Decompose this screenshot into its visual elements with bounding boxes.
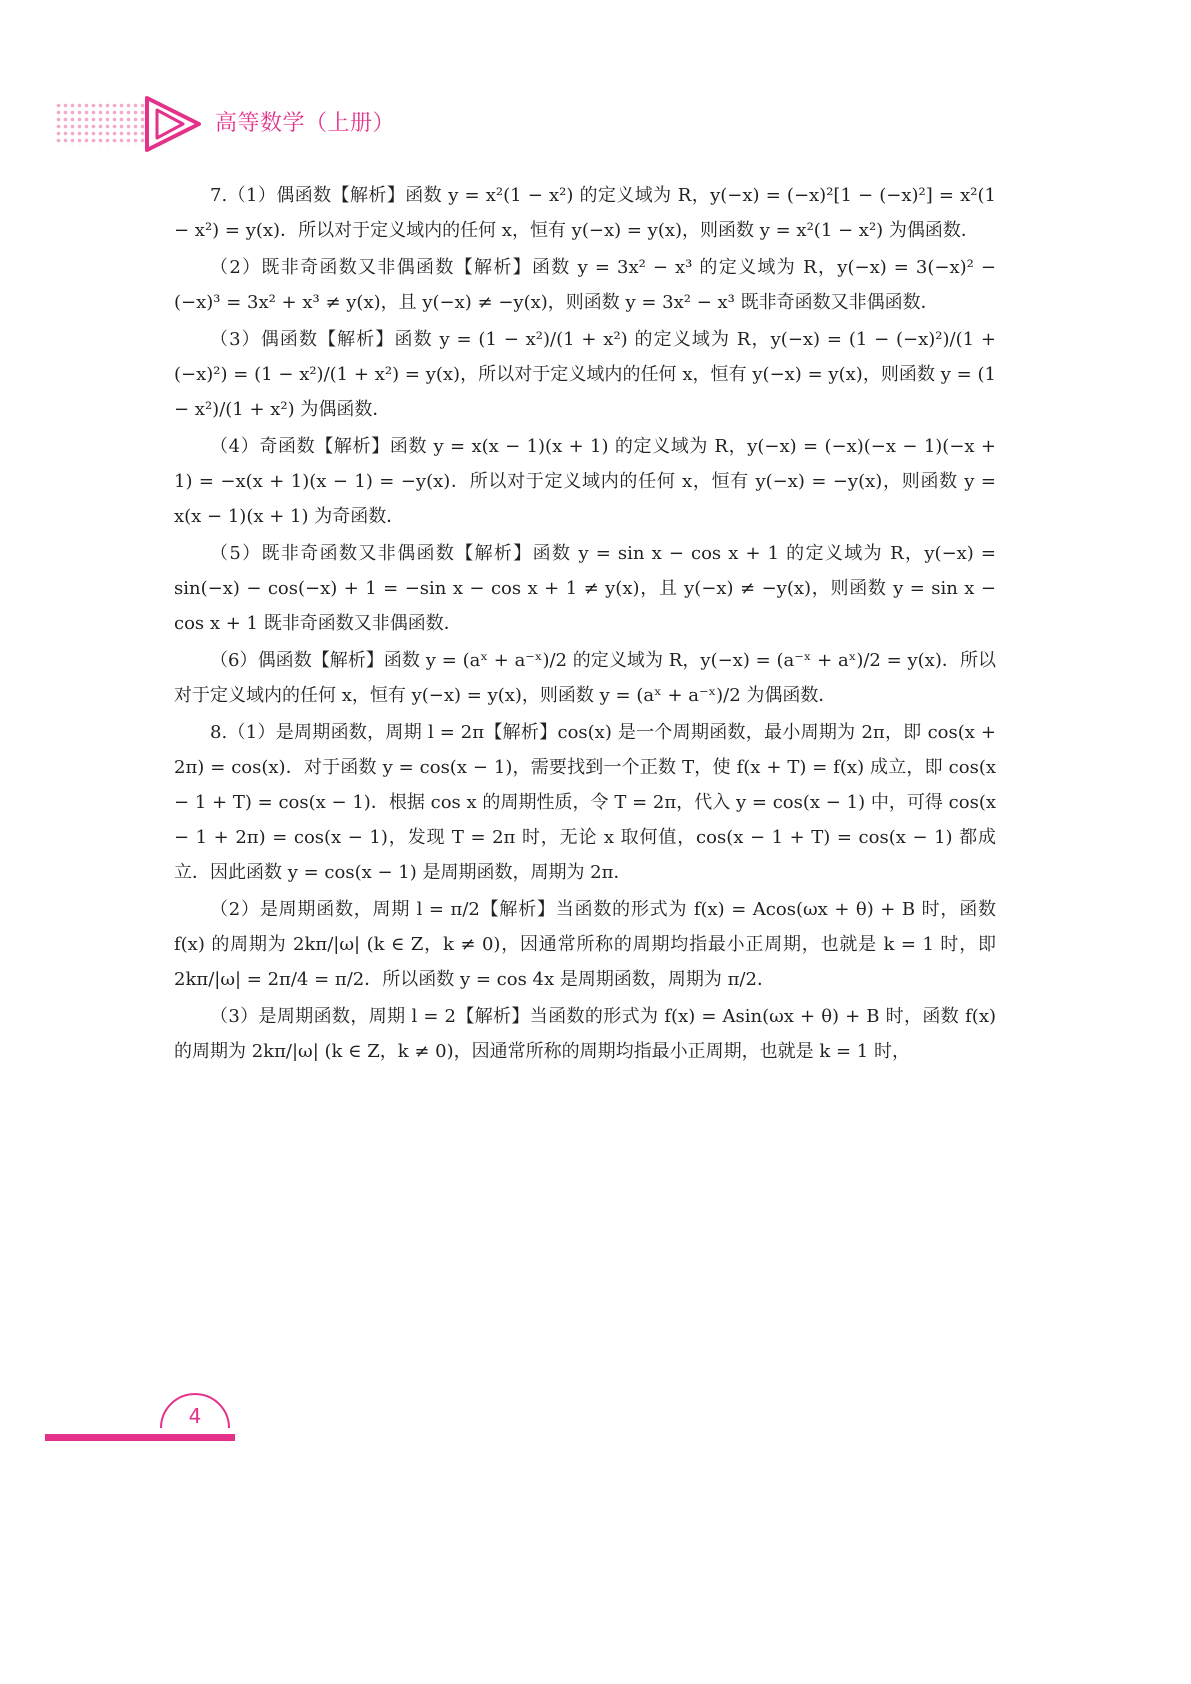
play-triangle-icon: [143, 94, 205, 154]
page-header: [55, 94, 555, 154]
paragraph-8-3: （3）是周期函数，周期 l = 2【解析】当函数的形式为 f(x) = Asin(ωx + θ) + B 时，函数 f(x) 的周期为 2kπ/|ω| (k ∈ Z，k ≠ 0)，因通常所称的周期均指最小正周期，也就是 k = 1 时，: [174, 1006, 996, 1062]
paragraph-7-3: （3）偶函数【解析】函数 y = (1 − x²)/(1 + x²) 的定义域为 R，y(−x) = (1 − (−x)²)/(1 + (−x)²) = (1 − x²)/(1 + x²) = y(x)，所以对于定义域内的任何 x，恒有 y(−x) = y(x)，则函数 y = (1 − x²)/(1 + x²) 为偶函数．: [174, 329, 996, 420]
page-body: [174, 178, 996, 1071]
paragraph-8-2: （2）是周期函数，周期 l = π/2【解析】当函数的形式为 f(x) = Acos(ωx + θ) + B 时，函数 f(x) 的周期为 2kπ/|ω| (k ∈ Z，k ≠ 0)，因通常所称的周期均指最小正周期，也就是 k = 1 时，即 2kπ/|ω| = 2π/4 = π/2．所以函数 y = cos 4x 是周期函数，周期为 π/2．: [174, 899, 996, 990]
book-title: 高等数学（上册）: [215, 111, 396, 136]
paragraph-7-6: （6）偶函数【解析】函数 y = (aˣ + a⁻ˣ)/2 的定义域为 R，y(−x) = (a⁻ˣ + aˣ)/2 = y(x)．所以对于定义域内的任何 x，恒有 y(−x) = y(x)，则函数 y = (aˣ + a⁻ˣ)/2 为偶函数．: [174, 650, 996, 706]
paragraph-7-4: （4）奇函数【解析】函数 y = x(x − 1)(x + 1) 的定义域为 R，y(−x) = (−x)(−x − 1)(−x + 1) = −x(x + 1)(x − 1) = −y(x)．所以对于定义域内的任何 x，恒有 y(−x) = −y(x)，则函数 y = x(x − 1)(x + 1) 为奇函数．: [174, 436, 996, 527]
paragraph-7-1: 7.（1）偶函数【解析】函数 y = x²(1 − x²) 的定义域为 R，y(−x) = (−x)²[1 − (−x)²] = x²(1 − x²) = y(x)．所以对于定义域内的任何 x，恒有 y(−x) = y(x)，则函数 y = x²(1 − x²) 为偶函数．: [174, 185, 996, 241]
page-number-badge: [160, 1393, 230, 1433]
dot-pattern-decoration: [55, 102, 147, 146]
paragraph-8-1: 8.（1）是周期函数，周期 l = 2π【解析】cos(x) 是一个周期函数，最小周期为 2π，即 cos(x + 2π) = cos(x)．对于函数 y = cos(x − 1)，需要找到一个正数 T，使 f(x + T) = f(x) 成立，即 cos(x − 1 + T) = cos(x − 1)．根据 cos x 的周期性质，令 T = 2π，代入 y = cos(x − 1) 中，可得 cos(x − 1 + 2π) = cos(x − 1)，发现 T = 2π 时，无论 x 取何值，cos(x − 1 + T) = cos(x − 1) 都成立．因此函数 y = cos(x − 1) 是周期函数，周期为 2π．: [174, 722, 996, 883]
page-number: 4: [188, 1404, 202, 1428]
paragraph-7-2: （2）既非奇函数又非偶函数【解析】函数 y = 3x² − x³ 的定义域为 R，y(−x) = 3(−x)² − (−x)³ = 3x² + x³ ≠ y(x)，且 y(−x) ≠ −y(x)，则函数 y = 3x² − x³ 既非奇函数又非偶函数．: [174, 257, 996, 313]
paragraph-7-5: （5）既非奇函数又非偶函数【解析】函数 y = sin x − cos x + 1 的定义域为 R，y(−x) = sin(−x) − cos(−x) + 1 = −sin x − cos x + 1 ≠ y(x)，且 y(−x) ≠ −y(x)，则函数 y = sin x − cos x + 1 既非奇函数又非偶函数．: [174, 543, 996, 634]
footer-bar: [45, 1434, 235, 1441]
